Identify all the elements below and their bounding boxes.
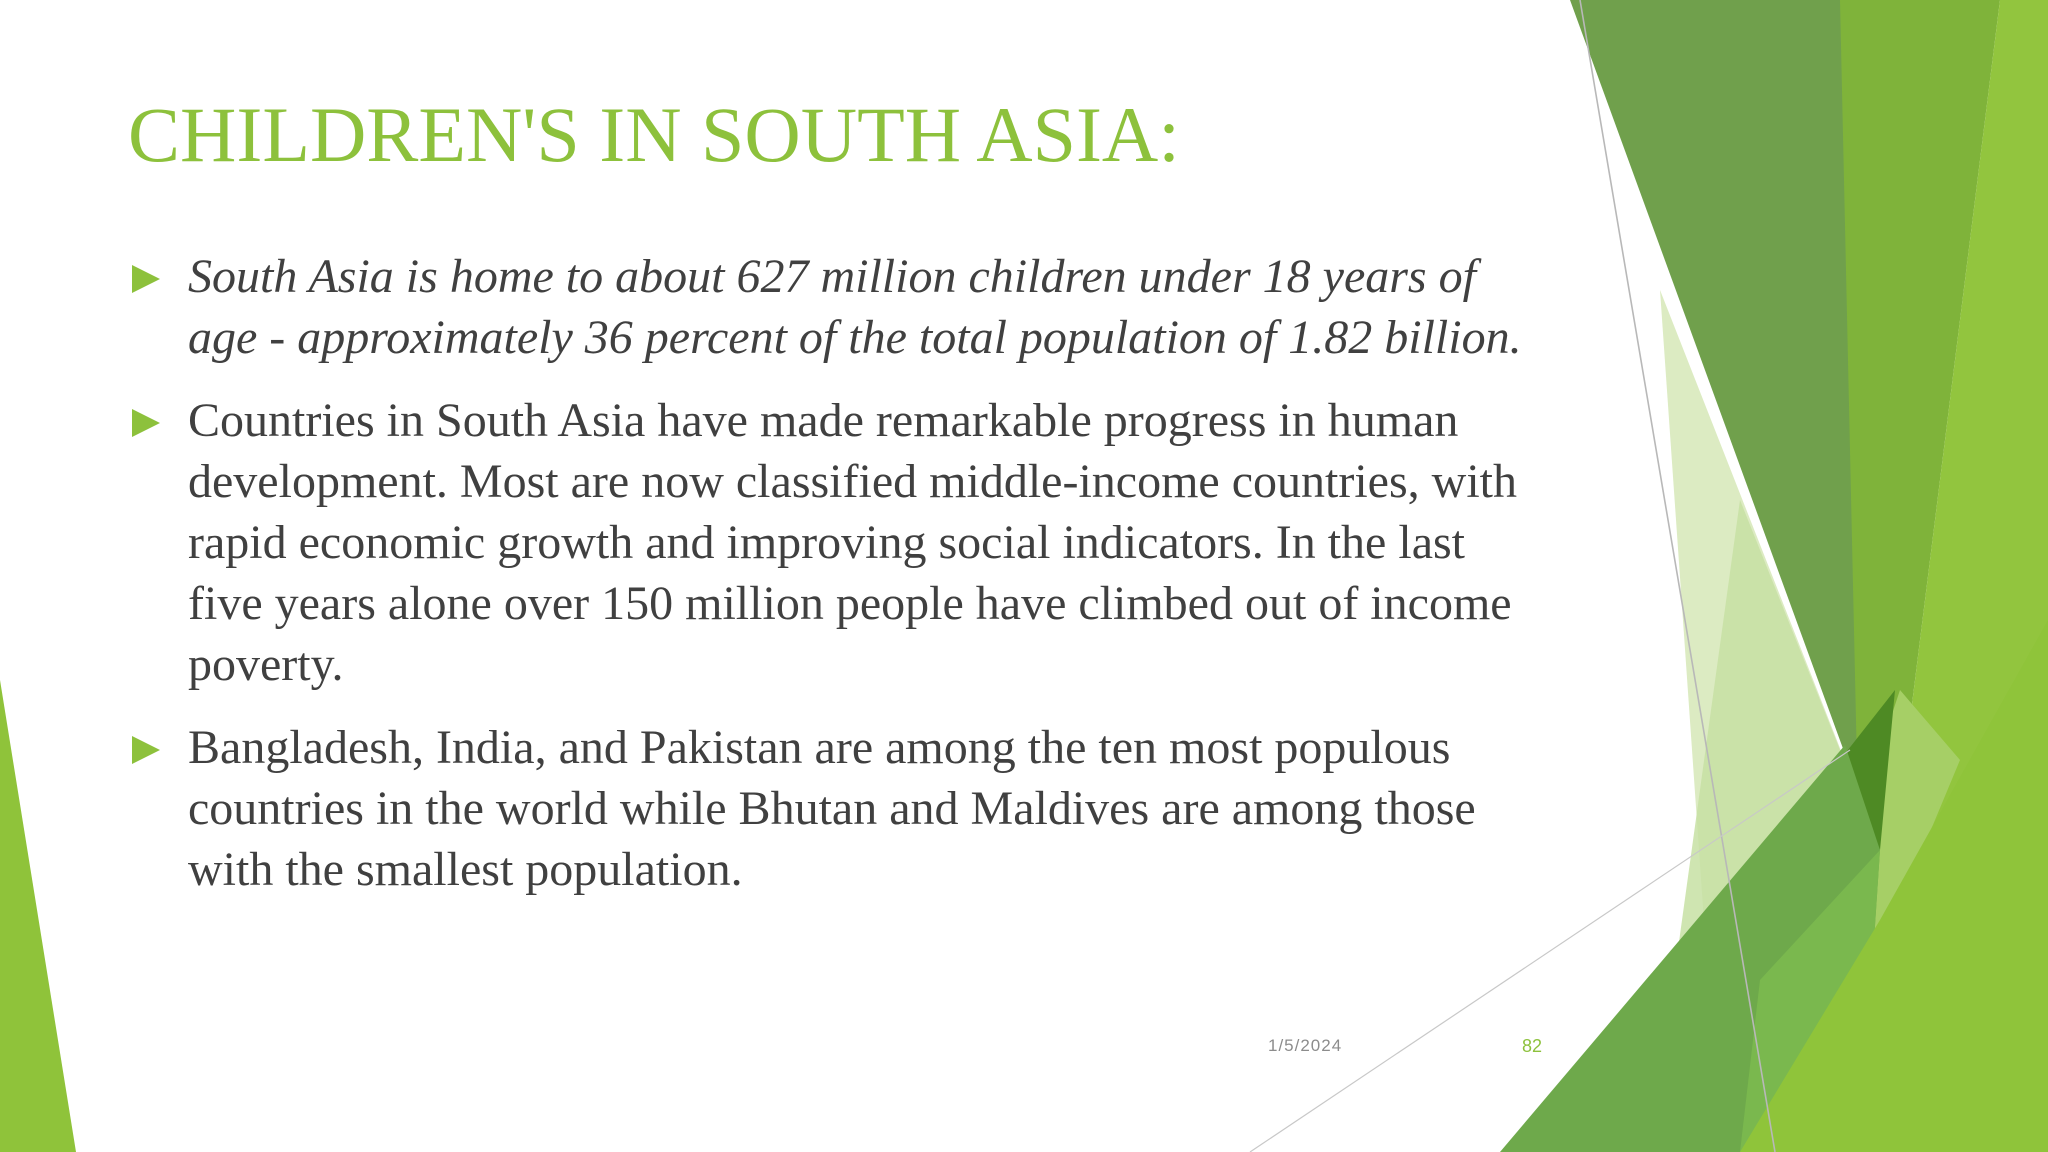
bullet-text: Bangladesh, India, and Pakistan are among the ten most populous countries in the world while Bhutan and Maldives are among those with the smallest population. xyxy=(188,721,1476,896)
triangle-right-icon xyxy=(132,736,160,764)
triangle-right-icon xyxy=(132,409,160,437)
footer-date: 1/5/2024 xyxy=(1268,1036,1343,1055)
bullet-list xyxy=(130,246,1550,922)
bullet-text: Countries in South Asia have made remarkable progress in human development. Most are now classified middle-income countries, with rapid economic growth and improving social indicators. In the last five years alone over 150 million people have climbed out of income poverty. xyxy=(188,394,1517,691)
bullet-item xyxy=(130,390,1550,695)
bullet-item xyxy=(130,246,1550,368)
triangle-right-icon xyxy=(132,265,160,293)
slide-number: 82 xyxy=(1522,1036,1543,1056)
slide-title: CHILDREN'S IN SOUTH ASIA: xyxy=(128,91,1180,178)
bullet-item xyxy=(130,717,1550,900)
left-edge-accent-shape xyxy=(0,680,76,1152)
bullet-text: South Asia is home to about 627 million children under 18 years of age - approximately 36 percent of the total population of 1.82 billion. xyxy=(188,250,1522,364)
